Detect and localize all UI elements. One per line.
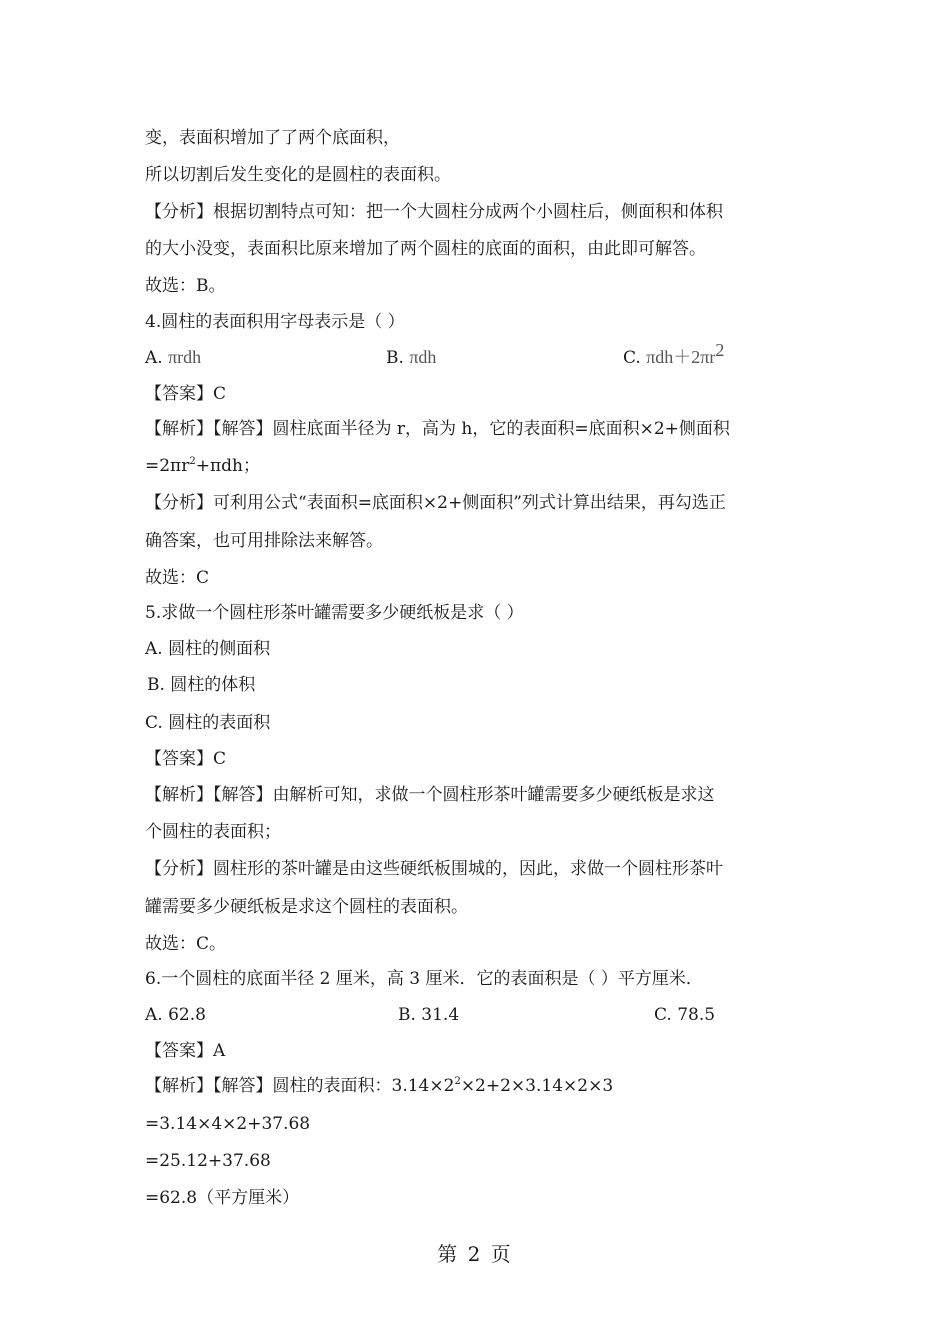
answer-line: 【答案】A [145, 1041, 226, 1061]
question-4: 4.圆柱的表面积用字母表示是（ ） [145, 312, 405, 332]
analysis-line: 确答案，也可用排除法来解答。 [145, 531, 383, 551]
formula-part: 【解析】【解答】圆柱的表面积：3.14× [145, 1076, 444, 1096]
analysis-line: 的大小没变，表面积比原来增加了两个圆柱的底面的面积，由此即可解答。 [145, 239, 706, 259]
q6-option-b: B. 31.4 [398, 1005, 460, 1025]
calculation-line: =3.14×4×2+37.68 [145, 1114, 311, 1134]
explanation-line: 【解析】【解答】由解析可知，求做一个圆柱形茶叶罐需要多少硬纸板是求这 [145, 785, 715, 805]
option-label: A. [145, 348, 163, 368]
analysis-line: 【分析】根据切割特点可知：把一个大圆柱分成两个小圆柱后，侧面积和体积 [145, 202, 723, 222]
option-label: B. [386, 348, 404, 368]
formula-part: 2 [443, 1076, 455, 1096]
q6-option-c: C. 78.5 [654, 1005, 716, 1025]
selection-line: 故选：B。 [145, 276, 226, 296]
text-line: 变，表面积增加了了两个底面积， [145, 128, 400, 148]
analysis-line: 罐需要多少硬纸板是求这个圆柱的表面积。 [145, 897, 468, 917]
explanation-line [145, 1075, 613, 1097]
calculation-line: =25.12+37.68 [145, 1151, 271, 1171]
analysis-line: 【分析】可利用公式“表面积=底面积×2+侧面积”列式计算出结果，再勾选正 [145, 493, 726, 513]
q4-option-b [386, 346, 436, 369]
option-formula: πdh [409, 347, 437, 367]
q4-option-a [145, 346, 201, 369]
q5-option-a: A. 圆柱的侧面积 [145, 639, 271, 659]
explanation-line: 【解析】【解答】圆柱底面半径为 r，高为 h，它的表面积=底面积×2+侧面积 [145, 419, 730, 439]
formula-part: ×2+2×3.14×2×3 [460, 1076, 614, 1096]
analysis-line: 【分析】圆柱形的茶叶罐是由这些硬纸板围城的，因此，求做一个圆柱形茶叶 [145, 859, 723, 879]
question-5: 5.求做一个圆柱形茶叶罐需要多少硬纸板是求（ ） [145, 603, 524, 623]
explanation-line: 个圆柱的表面积； [145, 822, 281, 842]
formula-line [145, 455, 260, 477]
superscript: 2 [454, 1076, 461, 1087]
formula-part: +πdh； [195, 456, 260, 476]
page-number: 第 2 页 [437, 1242, 513, 1266]
option-label: C. [623, 348, 641, 368]
calculation-line: =62.8（平方厘米） [145, 1188, 300, 1208]
formula-part: =2πr [145, 456, 190, 476]
question-6: 6.一个圆柱的底面半径 2 厘米，高 3 厘米．它的表面积是（ ）平方厘米． [145, 969, 703, 989]
q5-option-c: C. 圆柱的表面积 [145, 713, 271, 733]
text-line: 所以切割后发生变化的是圆柱的表面积。 [145, 165, 451, 185]
superscript: 2 [189, 456, 196, 467]
option-formula: πdh＋2πr [646, 347, 716, 367]
q6-option-a: A. 62.8 [145, 1005, 206, 1025]
answer-line: 【答案】C [145, 384, 227, 404]
selection-line: 故选：C [145, 568, 210, 588]
q5-option-b: B. 圆柱的体积 [147, 675, 256, 695]
selection-line: 故选：C。 [145, 934, 227, 954]
option-formula: πrdh [168, 347, 202, 367]
q4-option-c [623, 340, 725, 369]
answer-line: 【答案】C [145, 749, 227, 769]
superscript: 2 [715, 340, 725, 360]
